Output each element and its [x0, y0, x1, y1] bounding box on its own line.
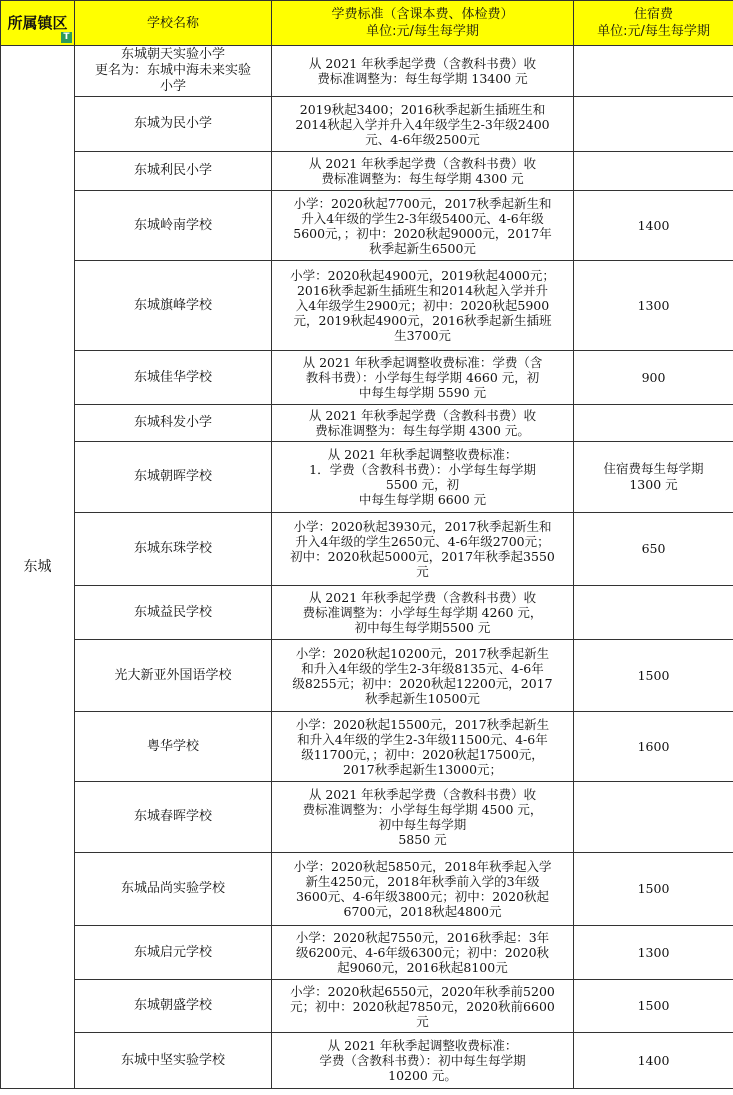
tuition-line: 级8255元；初中：2020秋起12200元，2017 — [292, 675, 553, 691]
tuition-cell — [272, 152, 574, 191]
tuition-line: 元、4-6年级2500元 — [365, 131, 480, 147]
tuition-line: 费标准调整为：小学每生每学期 4500 元， — [302, 802, 543, 817]
tuition-line: 小学：2020秋起15500元，2017秋季起新生 — [295, 716, 550, 732]
table-row — [1, 261, 733, 351]
header-district-label: 所属镇区 — [7, 13, 68, 32]
tuition-line: 费标准调整为：每生每学期 4300 元。 — [315, 423, 530, 438]
tuition-cell — [272, 351, 574, 405]
school-cell — [75, 926, 272, 980]
table-header — [1, 1, 733, 46]
header-school-cell — [75, 1, 272, 46]
tuition-line: 1．学费（含教科书费）：小学每生每学期 — [309, 462, 536, 477]
school-cell — [75, 980, 272, 1033]
school-cell — [75, 261, 272, 351]
tuition-line: 2017秋季起新生13000元； — [342, 761, 503, 777]
tuition-line: 费标准调整为：每生每学期 13400 元 — [317, 71, 528, 86]
lodging-line: 1400 — [637, 217, 670, 233]
lodging-cell — [574, 712, 733, 782]
tuition-line: 初中每生每学期5500 元 — [354, 620, 491, 635]
tuition-line: 6700元，2018秋起4800元 — [343, 904, 502, 919]
tuition-line: 升入4年级的学生2650元、4-6年级2700元； — [295, 534, 550, 549]
tuition-line: 5500 元，初 — [385, 477, 460, 492]
tuition-line: 从 2021 年秋季起调整收费标准： — [327, 447, 518, 462]
lodging-cell — [574, 351, 733, 405]
school-name-line: 东城东珠学校 — [133, 541, 212, 556]
school-name-line: 东城为民小学 — [133, 116, 212, 131]
table-row — [1, 1033, 733, 1089]
school-cell — [75, 513, 272, 586]
school-name-line: 东城启元学校 — [133, 944, 212, 960]
tuition-line: 从 2021 年秋季起调整收费标准： — [327, 1038, 518, 1053]
lodging-line: 650 — [641, 541, 666, 556]
school-cell — [75, 405, 272, 442]
lodging-cell — [574, 97, 733, 152]
tuition-cell — [272, 513, 574, 586]
school-name-line: 东城朝天实验小学 — [120, 47, 225, 62]
lodging-cell — [574, 586, 733, 640]
lodging-line: 1300 元 — [629, 477, 678, 492]
school-name-line: 东城春晖学校 — [133, 809, 212, 824]
table-row — [1, 442, 733, 513]
tuition-line: 元 — [416, 1013, 429, 1029]
header-school-label: 学校名称 — [146, 15, 199, 31]
tuition-line: 起9060元，2016秋起8100元 — [337, 960, 508, 975]
school-cell — [75, 191, 272, 261]
tuition-line: 从 2021 年秋季起学费（含教科书费）收 — [308, 156, 537, 171]
tuition-line: 2016秋季起新生插班生和2014秋起入学并升 — [296, 283, 549, 298]
lodging-cell — [574, 405, 733, 442]
school-cell — [75, 782, 272, 853]
school-name-line: 粤华学校 — [146, 738, 199, 754]
school-cell — [75, 46, 272, 97]
school-name-line: 东城岭南学校 — [133, 217, 212, 233]
school-cell — [75, 712, 272, 782]
tuition-line: 入4年级学生2900元；初中：2020秋起5900 — [295, 298, 550, 313]
lodging-cell — [574, 46, 733, 97]
lodging-line: 1300 — [637, 944, 670, 960]
lodging-cell — [574, 853, 733, 926]
tuition-line: 元；初中：2020秋起7850元，2020秋前6600 — [290, 998, 555, 1014]
tuition-line: 小学：2020秋起7550元，2016秋季起：3年 — [295, 930, 550, 945]
header-lodging-cell — [574, 1, 733, 46]
table-row — [1, 191, 733, 261]
tuition-line: 秋季起新生10500元 — [365, 690, 480, 706]
tuition-line: 元，2019秋起4900元，2016秋季起新生插班 — [293, 313, 552, 328]
tuition-cell — [272, 782, 574, 853]
tuition-line: 10200 元。 — [388, 1068, 457, 1083]
table-row — [1, 782, 733, 853]
table-row — [1, 586, 733, 640]
tuition-line: 小学：2020秋起10200元，2017秋季起新生 — [295, 645, 550, 661]
tuition-cell — [272, 853, 574, 926]
school-name-line: 小学 — [159, 79, 186, 94]
tuition-line: 从 2021 年秋季起学费（含教科书费）收 — [308, 590, 537, 605]
school-name-line: 东城利民小学 — [133, 163, 212, 178]
tuition-line: 初中每生每学期 — [378, 817, 467, 832]
tuition-cell — [272, 442, 574, 513]
lodging-cell — [574, 926, 733, 980]
tuition-line: 5850 元 — [398, 832, 447, 847]
tuition-line: 小学：2020秋起5850元，2018年秋季起入学 — [293, 859, 552, 874]
lodging-line: 1600 — [637, 738, 670, 754]
header-row — [1, 1, 733, 46]
tuition-line: 从 2021 年秋季起调整收费标准：学费（含 — [302, 355, 543, 370]
school-name-line: 东城品尚实验学校 — [120, 881, 225, 896]
tuition-line: 费标准调整为：小学每生每学期 4260 元， — [302, 605, 543, 620]
table-row — [1, 405, 733, 442]
tuition-cell — [272, 1033, 574, 1089]
tuition-cell — [272, 261, 574, 351]
lodging-line: 900 — [641, 369, 666, 385]
lodging-line: 住宿费每生每学期 — [603, 461, 704, 476]
table-row — [1, 712, 733, 782]
table-row — [1, 152, 733, 191]
lodging-cell — [574, 442, 733, 513]
tuition-cell — [272, 712, 574, 782]
tuition-cell — [272, 46, 574, 97]
table-row — [1, 351, 733, 405]
tuition-line: 和升入4年级的学生2-3年级8135元、4-6年 — [301, 660, 544, 676]
lodging-cell — [574, 980, 733, 1033]
table-row — [1, 640, 733, 712]
school-cell — [75, 351, 272, 405]
lodging-line: 1400 — [637, 1052, 670, 1068]
school-name-line: 东城旗峰学校 — [133, 297, 212, 313]
tuition-line: 5600元，；初中：2020秋起9000元，2017年 — [293, 225, 552, 241]
district-cell: 东城 — [1, 46, 75, 1089]
header-lodging-title: 住宿费 — [633, 7, 673, 22]
school-name-line: 东城佳华学校 — [133, 369, 212, 385]
tuition-line: 小学：2020秋起6550元，2020年秋季前5200 — [290, 983, 555, 999]
tuition-line: 从 2021 年秋季起学费（含教科书费）收 — [308, 408, 537, 423]
tuition-line: 2019秋起3400；2016秋季起新生插班生和 — [299, 101, 546, 117]
table-row — [1, 513, 733, 586]
tuition-line: 教科书费）：小学每生每学期 4660 元，初 — [305, 370, 540, 385]
table-row — [1, 853, 733, 926]
school-cell — [75, 97, 272, 152]
table-body — [1, 46, 733, 1089]
tuition-line: 从 2021 年秋季起学费（含教科书费）收 — [308, 56, 537, 71]
school-cell — [75, 640, 272, 712]
school-name-line: 东城朝盛学校 — [133, 998, 212, 1013]
header-tuition-title: 学费标准（含课本费、体检费） — [331, 7, 514, 22]
school-cell — [75, 442, 272, 513]
table-row — [1, 980, 733, 1033]
school-name-line: 东城朝晖学校 — [133, 469, 212, 484]
school-name-line: 东城中坚实验学校 — [120, 1052, 225, 1068]
lodging-cell — [574, 782, 733, 853]
tuition-line: 2014秋起入学并升入4年级学生2-3年级2400 — [295, 116, 550, 132]
filter-icon[interactable]: T — [61, 32, 72, 43]
lodging-cell — [574, 152, 733, 191]
school-cell — [75, 853, 272, 926]
lodging-cell — [574, 513, 733, 586]
lodging-cell — [574, 261, 733, 351]
tuition-line: 小学：2020秋起7700元，2017秋季起新生和 — [293, 195, 552, 211]
tuition-line: 和升入4年级的学生2-3年级11500元、4-6年 — [297, 731, 548, 747]
school-cell — [75, 586, 272, 640]
tuition-cell — [272, 405, 574, 442]
lodging-line: 1500 — [637, 998, 670, 1013]
table-row — [1, 46, 733, 97]
school-name-line: 光大新亚外国语学校 — [114, 667, 232, 683]
school-name-line: 更名为：东城中海未来实验 — [94, 63, 251, 78]
tuition-cell — [272, 640, 574, 712]
lodging-line: 1500 — [637, 667, 670, 683]
table-row — [1, 926, 733, 980]
tuition-cell — [272, 926, 574, 980]
lodging-line: 1300 — [637, 297, 670, 313]
tuition-line: 初中：2020秋起5000元，2017年秋季起3550 — [290, 549, 555, 564]
school-name-line: 东城科发小学 — [133, 415, 212, 430]
tuition-line: 升入4年级的学生2-3年级5400元、4-6年级 — [301, 210, 544, 226]
tuition-line: 中每生每学期 6600 元 — [358, 492, 487, 507]
tuition-line: 级6200元、4-6年级6300元；初中：2020秋 — [295, 945, 550, 960]
lodging-cell — [574, 191, 733, 261]
tuition-line: 从 2021 年秋季起学费（含教科书费）收 — [308, 787, 537, 802]
tuition-line: 3600元、4-6年级3800元；初中：2020秋起 — [295, 889, 550, 904]
tuition-line: 新生4250元，2018年秋季前入学的3年级 — [305, 874, 540, 889]
lodging-cell — [574, 1033, 733, 1089]
tuition-line: 元 — [416, 564, 429, 579]
tuition-cell — [272, 97, 574, 152]
tuition-line: 生3700元 — [394, 328, 451, 343]
tuition-line: 学费（含教科书费）：初中每生每学期 — [319, 1053, 526, 1068]
header-tuition-cell — [272, 1, 574, 46]
tuition-cell — [272, 980, 574, 1033]
lodging-cell — [574, 640, 733, 712]
school-name-line: 东城益民学校 — [133, 604, 212, 620]
header-district-cell[interactable] — [1, 1, 75, 46]
header-tuition-unit: 单位:元/每生每学期 — [366, 24, 479, 39]
tuition-line: 级11700元，；初中：2020秋起17500元， — [301, 746, 544, 762]
tuition-line: 费标准调整为：每生每学期 4300 元 — [321, 171, 524, 186]
school-cell — [75, 1033, 272, 1089]
tuition-line: 中每生每学期 5590 元 — [358, 385, 487, 400]
tuition-line: 小学：2020秋起3930元，2017秋季起新生和 — [293, 519, 552, 534]
tuition-line: 秋季起新生6500元 — [369, 240, 476, 256]
table-row — [1, 97, 733, 152]
header-lodging-unit: 单位:元/每生每学期 — [597, 24, 710, 39]
tuition-cell — [272, 191, 574, 261]
school-cell — [75, 152, 272, 191]
tuition-line: 小学：2020秋起4900元，2019秋起4000元； — [290, 268, 555, 283]
lodging-line: 1500 — [637, 881, 670, 896]
tuition-cell — [272, 586, 574, 640]
